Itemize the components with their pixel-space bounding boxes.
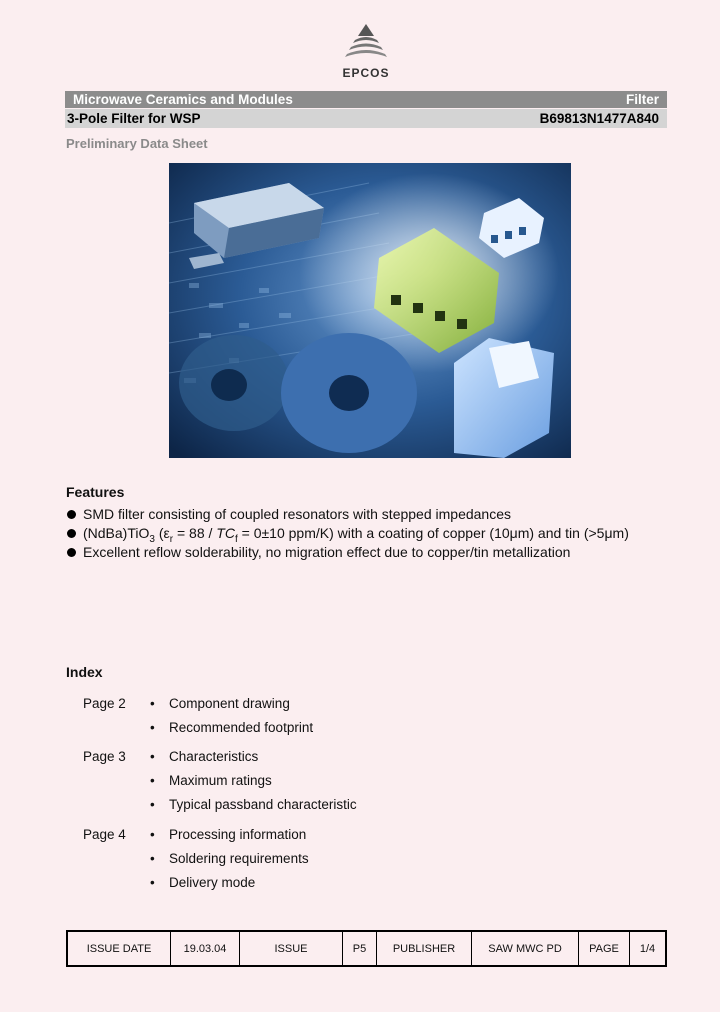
feature-item [66,524,686,543]
index-bullet: • [150,827,155,842]
issue-value: P5 [343,931,377,966]
feature-text-part: (NdBa)TiO [83,525,150,541]
type-label: Filter [625,92,659,107]
epcos-logo [334,22,398,82]
features-list [66,505,686,562]
index-page-label: Page 4 [83,827,126,842]
issue-table [66,930,667,967]
product-bar [65,109,667,128]
feature-item [66,505,686,524]
index-entry: Component drawing [169,696,290,711]
subscript: 3 [149,533,155,545]
product-photo [169,163,571,458]
index-bullet: • [150,773,155,788]
index-bullet: • [150,720,155,735]
feature-text-part: = 88 / [173,525,217,541]
index-bullet: • [150,749,155,764]
index-entry: Recommended footprint [169,720,314,735]
index-heading: Index [66,664,103,680]
feature-item [66,543,686,562]
tc-symbol: TC [216,525,235,541]
features-heading: Features [66,484,125,500]
bullet-icon [67,529,76,538]
epcos-triangle-icon [344,22,388,64]
feature-text: SMD filter consisting of coupled resonators with stepped impedances [83,506,511,522]
index-entry: Typical passband characteristic [169,797,357,812]
bullet-icon [67,510,76,519]
index-page-label: Page 3 [83,749,126,764]
document-status: Preliminary Data Sheet [66,136,208,151]
feature-text-part: (ε [154,525,170,541]
brand-name: EPCOS [342,66,390,80]
publisher-value: SAW MWC PD [472,931,579,966]
subscript: f [234,533,238,545]
index-page-label: Page 2 [83,696,126,711]
part-number: B69813N1477A840 [539,111,659,126]
product-title: 3-Pole Filter for WSP [67,111,201,126]
index-entry: Soldering requirements [169,851,309,866]
index-bullet: • [150,797,155,812]
index-entry: Characteristics [169,749,259,764]
bullet-icon [67,548,76,557]
index-entry: Delivery mode [169,875,256,890]
publisher-label: PUBLISHER [377,931,472,966]
index-entry: Maximum ratings [169,773,272,788]
index-entry: Processing information [169,827,307,842]
feature-text-part: = 0±10 ppm/K) with a coating of copper (10μm) and tin (>5μm) [237,525,629,541]
category-bar [65,91,667,108]
issue-label: ISSUE [240,931,343,966]
index-bullet: • [150,851,155,866]
index-bullet: • [150,696,155,711]
page-value: 1/4 [630,931,667,966]
feature-text: Excellent reflow solderability, no migration effect due to copper/tin metallization [83,544,571,560]
page-label: PAGE [579,931,630,966]
index-bullet: • [150,875,155,890]
issue-date-label: ISSUE DATE [67,931,171,966]
subscript: r [169,533,174,545]
category-label: Microwave Ceramics and Modules [73,92,293,107]
issue-date-value: 19.03.04 [171,931,240,966]
